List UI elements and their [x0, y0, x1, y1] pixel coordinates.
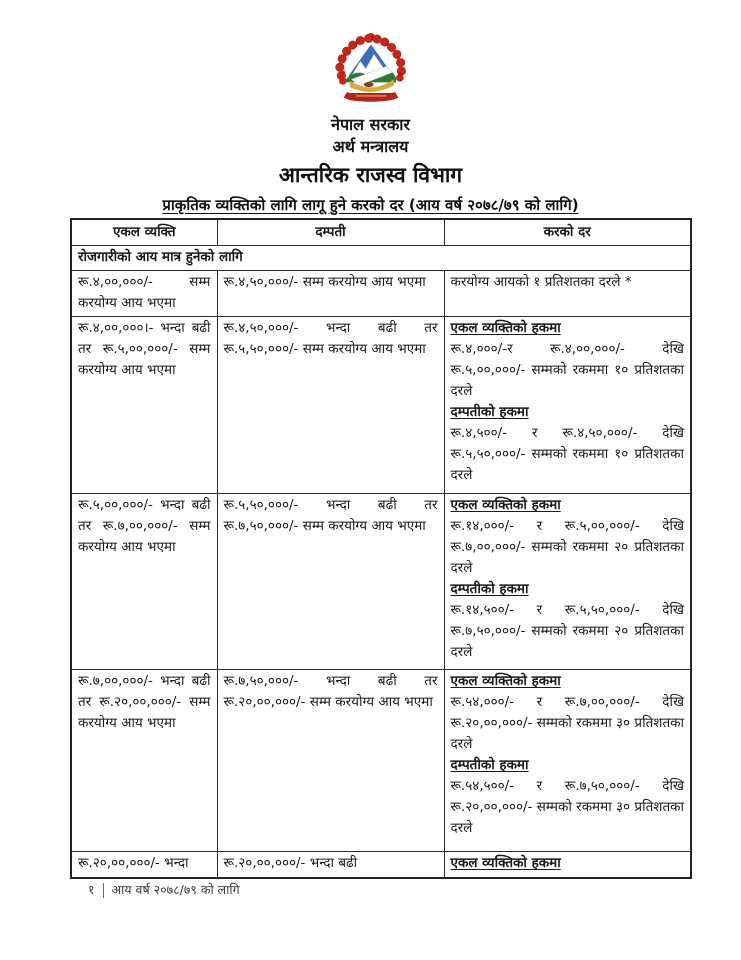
tax-rate-table	[70, 218, 692, 879]
document-title: प्राकृतिक व्यक्तिको लागि लागू हुने करको दर (आय वर्ष २०७८/७९ को लागि)	[162, 196, 579, 214]
section-row-label: रोजगारीको आय मात्र हुनेको लागि	[71, 246, 691, 271]
column-header-1: दम्पती	[217, 219, 444, 246]
rate-heading-1-0: एकल व्यक्तिको हकमा	[450, 320, 561, 336]
column-header-2: करको दर	[444, 219, 691, 246]
section-row	[71, 246, 691, 271]
cell-rate-3	[444, 670, 691, 852]
table-header-row	[71, 219, 691, 246]
cell-rate-4	[444, 852, 691, 878]
table-row-1	[71, 317, 691, 494]
cell-couple-0: रू.४,५०,०००/- सम्म करयोग्य आय भएमा	[217, 271, 444, 317]
table-row-4	[71, 852, 691, 878]
tax-table-body	[71, 246, 691, 878]
rate-heading-4-0: एकल व्यक्तिको हकमा	[450, 855, 561, 871]
cell-single-2: रू.५,००,०००/- भन्दा बढी तर रू.७,००,०००/- सम्म करयोग्य आय भएमा	[71, 494, 217, 670]
nepal-emblem-logo	[0, 0, 741, 110]
rate-heading-3-0: एकल व्यक्तिको हकमा	[450, 673, 561, 689]
rate-text-2-1: रू.१४,५००/- र रू.५,५०,०००/- देखि रू.७,५०,०००/- सम्मको रकममा २० प्रतिशतका दरले	[450, 602, 684, 660]
cell-single-3: रू.७,००,०००/- भन्दा बढी तर रू.२०,००,०००/- सम्म करयोग्य आय भएमा	[71, 670, 217, 852]
rate-heading-3-1: दम्पतीको हकमा	[450, 757, 529, 773]
table-row-0	[71, 271, 691, 317]
rate-text-2-0: रू.१४,०००/- र रू.५,००,०००/- देखि रू.७,००,०००/- सम्मको रकममा २० प्रतिशतका दरले	[450, 518, 684, 576]
rate-text-3-0: रू.५४,०००/- र रू.७,००,०००/- देखि रू.२०,००,०००/- सम्मको रकममा ३० प्रतिशतका दरले	[450, 694, 684, 752]
cell-couple-2: रू.५,५०,०००/- भन्दा बढी तर रू.७,५०,०००/- सम्म करयोग्य आय भएमा	[217, 494, 444, 670]
document-header	[0, 0, 741, 215]
rate-heading-2-0: एकल व्यक्तिको हकमा	[450, 497, 561, 513]
rate-text-3-1: रू.५४,५००/- र रू.७,५०,०००/- देखि रू.२०,००,०००/- सम्मको रकममा ३० प्रतिशतका दरले	[450, 778, 684, 836]
department-name: आन्तरिक राजस्व विभाग	[278, 163, 463, 187]
cell-rate-1	[444, 317, 691, 494]
page-footer	[88, 881, 240, 899]
table-row-2	[71, 494, 691, 670]
footer-text: आय वर्ष २०७८/७९ को लागि	[111, 882, 240, 897]
table-row-3	[71, 670, 691, 852]
nepal-emblem-icon	[333, 32, 409, 110]
column-header-0: एकल व्यक्ति	[71, 219, 217, 246]
rate-text-1-1: रू.४,५००/- र रू.४,५०,०००/- देखि रू.५,५०,०००/- सम्मको रकममा १० प्रतिशतका दरले	[450, 425, 684, 483]
cell-rate-0	[444, 271, 691, 317]
rate-text-1-0: रू.४,०००/-र रू.४,००,०००/- देखि रू.५,००,०००/- सम्मको रकममा १० प्रतिशतका दरले	[450, 341, 684, 399]
cell-couple-1: रू.४,५०,०००/- भन्दा बढी तर रू.५,५०,०००/- सम्म करयोग्य आय भएमा	[217, 317, 444, 494]
cell-single-4: रू.२०,००,०००/- भन्दा	[71, 852, 217, 878]
ministry-name: अर्थ मन्त्रालय	[332, 137, 409, 156]
rate-heading-2-1: दम्पतीको हकमा	[450, 581, 529, 597]
cell-rate-2	[444, 494, 691, 670]
rate-text-0-0: करयोग्य आयको १ प्रतिशतका दरले *	[450, 274, 632, 290]
government-name: नेपाल सरकार	[331, 115, 410, 134]
footer-divider	[103, 883, 104, 898]
cell-single-0: रू.४,००,०००/- सम्म करयोग्य आय भएमा	[71, 271, 217, 317]
tax-table-head	[71, 219, 691, 246]
cell-single-1: रू.४,००,०००।- भन्दा बढी तर रू.५,००,०००/- सम्म करयोग्य आय भएमा	[71, 317, 217, 494]
cell-couple-4: रू.२०,००,०००/- भन्दा बढी	[217, 852, 444, 878]
rate-heading-1-1: दम्पतीको हकमा	[450, 404, 529, 420]
cell-couple-3: रू.७,५०,०००/- भन्दा बढी तर रू.२०,००,०००/- सम्म करयोग्य आय भएमा	[217, 670, 444, 852]
footer-page-number: १	[88, 882, 95, 897]
